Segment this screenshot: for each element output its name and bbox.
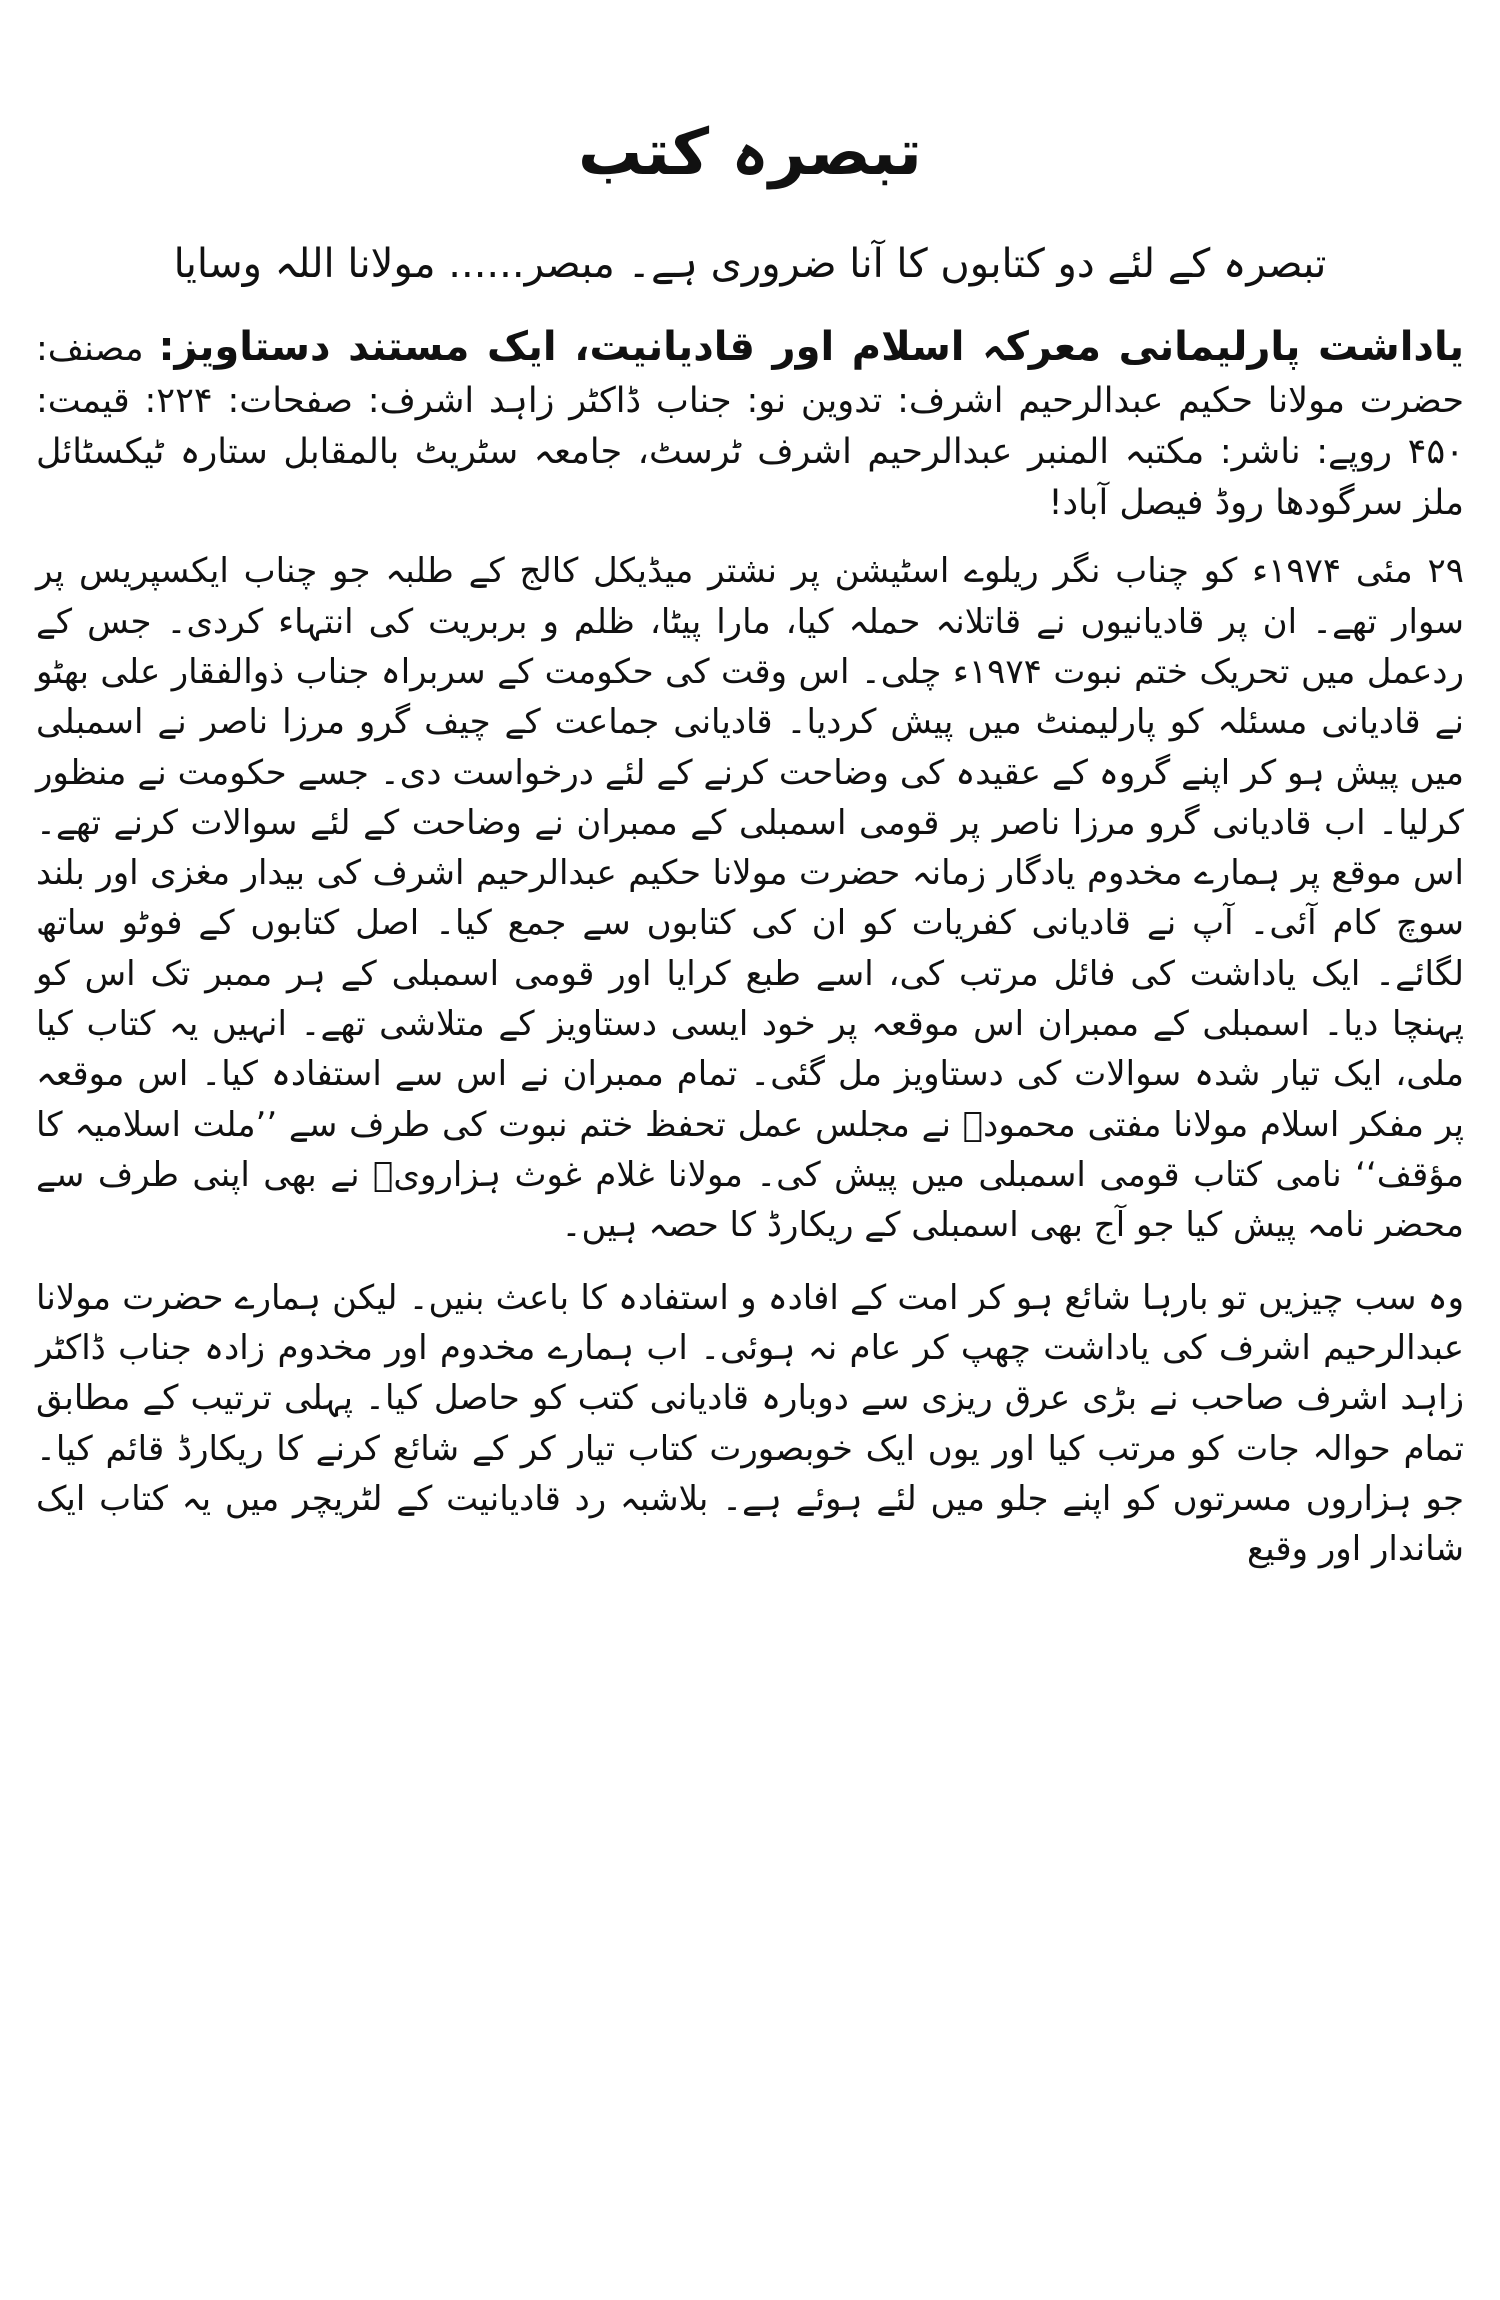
page-title: تبصرہ کتب	[578, 115, 922, 190]
column-subtitle: تبصرہ کے لئے دو کتابوں کا آنا ضروری ہے۔ مبصر...... مولانا اللہ وسایا	[173, 241, 1327, 287]
book-details: مصنف: حضرت مولانا حکیم عبدالرحیم اشرف: تدوین نو: جناب ڈاکٹر زاہد اشرف: صفحات: ۲۲۴: قیمت: ۴۵۰ روپے: ناشر: مکتبہ المنبر عبدالرحیم اشرف ٹرسٹ، جامعہ سٹریٹ بالمقابل ستارہ ٹیکسٹائل ملز سرگودھا روڈ فیصل آباد!	[36, 329, 1464, 523]
review-body	[36, 318, 1464, 1597]
review-paragraph: وہ سب چیزیں تو بارہا شائع ہو کر امت کے افادہ و استفادہ کا باعث بنیں۔ لیکن ہمارے حضرت مولانا عبدالرحیم اشرف کی یاداشت چھپ کر عام نہ ہوئی۔ اب ہمارے مخدوم اور مخدوم زادہ جناب ڈاکٹر زاہد اشرف صاحب نے بڑی عرق ریزی سے دوبارہ قادیانی کتب کو حاصل کیا۔ پہلی ترتیب کے مطابق تمام حوالہ جات کو مرتب کیا اور یوں ایک خوبصورت کتاب تیار کر کے شائع کرنے کا ریکارڈ قائم کیا۔ جو ہزاروں مسرتوں کو اپنے جلو میں لئے ہوئے ہے۔ بلاشبہ رد قادیانیت کے لٹریچر میں یہ کتاب ایک شاندار اور وقیع	[36, 1277, 1464, 1570]
review-paragraph: ۲۹ مئی ۱۹۷۴ء کو چناب نگر ریلوے اسٹیشن پر نشتر میڈیکل کالج کے طلبہ جو چناب ایکسپریس پر سوار تھے۔ ان پر قادیانیوں نے قاتلانہ حملہ کیا، مارا پیٹا، ظلم و بربریت کی انتہاء کردی۔ جس کے ردعمل میں تحریک ختم نبوت ۱۹۷۴ء چلی۔ اس وقت کی حکومت کے سربراہ جناب ذوالفقار علی بھٹو نے قادیانی مسئلہ کو پارلیمنٹ میں پیش کردیا۔ قادیانی جماعت کے چیف گرو مرزا ناصر نے اسمبلی میں پیش ہو کر اپنے گروہ کے عقیدہ کی وضاحت کرنے کے لئے درخواست دی۔ جسے حکومت نے منظور کرلیا۔ اب قادیانی گرو مرزا ناصر پر قومی اسمبلی کے ممبران نے وضاحت کے لئے سوالات کرنے تھے۔ اس موقع پر ہمارے مخدوم یادگار زمانہ حضرت مولانا حکیم عبدالرحیم اشرف کی بیدار مغزی اور بلند سوچ کام آئی۔ آپ نے قادیانی کفریات کو ان کی کتابوں سے جمع کیا۔ اصل کتابوں کے فوٹو ساتھ لگائے۔ ایک یاداشت کی فائل مرتب کی، اسے طبع کرایا اور قومی اسمبلی کے ہر ممبر تک اس کو پہنچا دیا۔ اسمبلی کے ممبران اس موقعہ پر خود ایسی دستاویز کے متلاشی تھے۔ انہیں یہ کتاب کیا ملی، ایک تیار شدہ سوالات کی دستاویز مل گئی۔ تمام ممبران نے اس سے استفادہ کیا۔ اس موقعہ پر مفکر اسلام مولانا مفتی محمودؒ نے مجلس عمل تحفظ ختم نبوت کی طرف سے ’’ملت اسلامیہ کا مؤقف‘‘ نامی کتاب قومی اسمبلی میں پیش کی۔ مولانا غلام غوث ہزارویؒ نے بھی اپنی طرف سے محضر نامہ پیش کیا جو آج بھی اسمبلی کے ریکارڈ کا حصہ ہیں۔	[36, 551, 1464, 1246]
book-info	[36, 318, 1464, 528]
book-title: یاداشت پارلیمانی معرکہ اسلام اور قادیانیت، ایک مستند دستاویز:	[158, 324, 1464, 370]
